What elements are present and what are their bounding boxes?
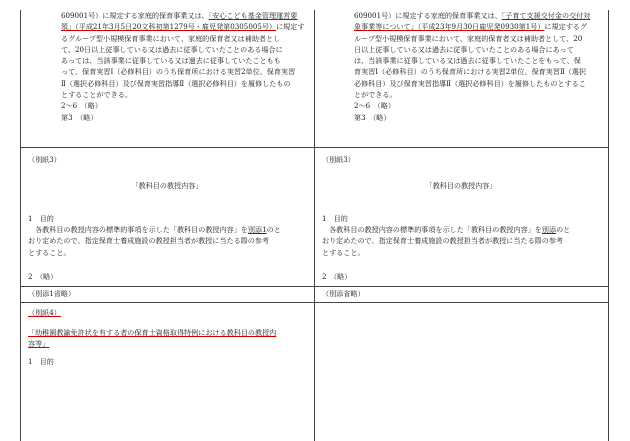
text-line <box>61 55 304 66</box>
text-segment: おり定めたので、指定保育士養成施設の教授担当者が教授に当たる際の参考 <box>28 236 270 246</box>
text-segment: って、保育実習Ⅰ（必修科目）のうち保育所における実習2単位、保育実習 <box>61 67 296 77</box>
text-line: 「幼稚園教諭免許状を有する者の保育士資格取得特例における教科目の教授内 <box>28 328 277 337</box>
row-divider-3 <box>20 302 608 303</box>
text-line <box>61 112 304 123</box>
table-border-middle <box>314 10 315 441</box>
right-purpose-paragraph <box>322 224 570 258</box>
text-line <box>28 224 281 235</box>
text-line <box>28 247 281 258</box>
underlined-text: 象事業等について」（平成23年9月30日雇児発0930第1号） <box>354 22 545 32</box>
text-segment: は、当該事業に従事している又は過去に従事していたことをもって、保 <box>354 56 581 66</box>
left-item-2: 2 （略） <box>28 272 58 281</box>
table-border-right <box>608 10 609 441</box>
text-segment: 2～6 （略） <box>61 101 102 111</box>
text-segment: とすること。 <box>28 247 71 257</box>
right-purpose-heading: 1 目的 <box>322 214 348 223</box>
right-top-paragraph <box>354 10 590 123</box>
text-line <box>61 44 304 55</box>
text-segment: ループ型小規模保育事業において、家庭的保育者又は補助者として、20 <box>354 33 583 43</box>
text-segment: おり定めたので、指定保育士養成施設の教授担当者が教授に当たる際の参考 <box>322 236 564 246</box>
left-top-paragraph <box>61 10 304 123</box>
right-annex3-title: 「教科目の教授内容」 <box>425 181 497 190</box>
left-annex3-title: 「教科目の教授内容」 <box>131 181 203 190</box>
right-annex-omitted: （別添省略） <box>322 289 365 298</box>
text-segment: 日以上従事している又は過去に従事していたことのある場合にあって <box>354 44 574 54</box>
text-line <box>354 89 590 100</box>
text-segment: とができる。 <box>354 90 397 100</box>
text-segment: Ⅱ（選択必修科目）及び保育実習指導Ⅱ（選択必修科目）を履修したもの <box>61 78 291 88</box>
text-line <box>354 78 590 89</box>
text-line <box>322 224 570 235</box>
text-segment: 第3 （略） <box>61 112 98 122</box>
text-segment: に規定す <box>276 22 305 32</box>
left-annex3-label: （別紙3） <box>28 155 61 164</box>
underlined-text: 「安心こども基金管理運営要 <box>208 11 298 20</box>
text-line <box>354 66 590 77</box>
text-line <box>354 21 590 32</box>
text-segment: 2～6 （略） <box>354 101 395 111</box>
text-segment: 各教科目の教授内容の標準的事項を示した「教科目の教授内容」を <box>322 225 542 234</box>
text-line <box>354 10 590 21</box>
text-line <box>354 55 590 66</box>
text-line <box>322 247 570 258</box>
text-segment: のと <box>266 225 281 234</box>
left-annex4-title <box>28 327 276 350</box>
text-line <box>354 100 590 111</box>
left-annex-omitted: （別添1省略） <box>28 289 76 298</box>
text-segment: 609001号）に規定する家庭的保育事業又は、 <box>354 11 502 20</box>
text-line <box>354 112 590 123</box>
left-annex4-purpose: 1 目的 <box>28 357 54 366</box>
table-border-left <box>20 10 21 441</box>
underlined-text: 領」（平成21年3月5日20文科初第1279号・雇児発第0305005号） <box>61 22 277 32</box>
underlined-text: 別添1 <box>247 225 267 234</box>
text-segment: 609001号）に規定する家庭的保育事業又は、 <box>61 11 209 20</box>
left-purpose-heading: 1 目的 <box>28 214 54 223</box>
left-purpose-paragraph <box>28 224 281 258</box>
text-segment: に規定するグ <box>544 22 587 32</box>
text-segment: とすること。 <box>322 247 365 257</box>
right-annex3-label: （別紙3） <box>322 155 355 164</box>
text-line <box>61 89 304 100</box>
underlined-text: 別添 <box>541 225 557 234</box>
text-line: 容等」 <box>28 339 50 349</box>
text-line <box>322 235 570 246</box>
comparison-table <box>20 10 608 441</box>
text-line <box>61 100 304 111</box>
underlined-text: 「子育て支援交付金の交付対 <box>501 11 591 20</box>
text-line <box>61 10 304 21</box>
left-annex4-label: （別紙4） <box>28 308 61 317</box>
row-divider-2 <box>20 286 608 287</box>
text-segment: 必修科目）及び保育実習指導Ⅱ（選択必修科目）を履修したものとするこ <box>354 78 586 88</box>
text-line <box>61 78 304 89</box>
text-segment: 第3 （略） <box>354 112 391 122</box>
text-segment: るグループ型小規模保育事業において、家庭的保育者又は補助者とし <box>61 33 281 43</box>
text-line <box>354 33 590 44</box>
text-line <box>61 33 304 44</box>
text-line <box>354 44 590 55</box>
text-segment: 各教科目の教授内容の標準的事項を示した「教科目の教授内容」を <box>28 225 248 234</box>
text-line <box>28 235 281 246</box>
text-segment: とすることができる。 <box>61 90 132 100</box>
text-segment: て、20日以上従事している又は過去に従事していたことのある場合に <box>61 44 283 54</box>
text-segment: あっては、当該事業に従事している又は過去に従事していたこともも <box>61 56 281 66</box>
text-line <box>61 21 304 32</box>
text-segment: のと <box>556 225 571 234</box>
text-line <box>61 66 304 77</box>
row-divider-1 <box>20 147 608 148</box>
text-segment: 育実習Ⅰ（必修科目）のうち保育所における実習2単位、保育実習Ⅱ（選択 <box>354 67 587 77</box>
right-item-2: 2 （略） <box>322 272 352 281</box>
